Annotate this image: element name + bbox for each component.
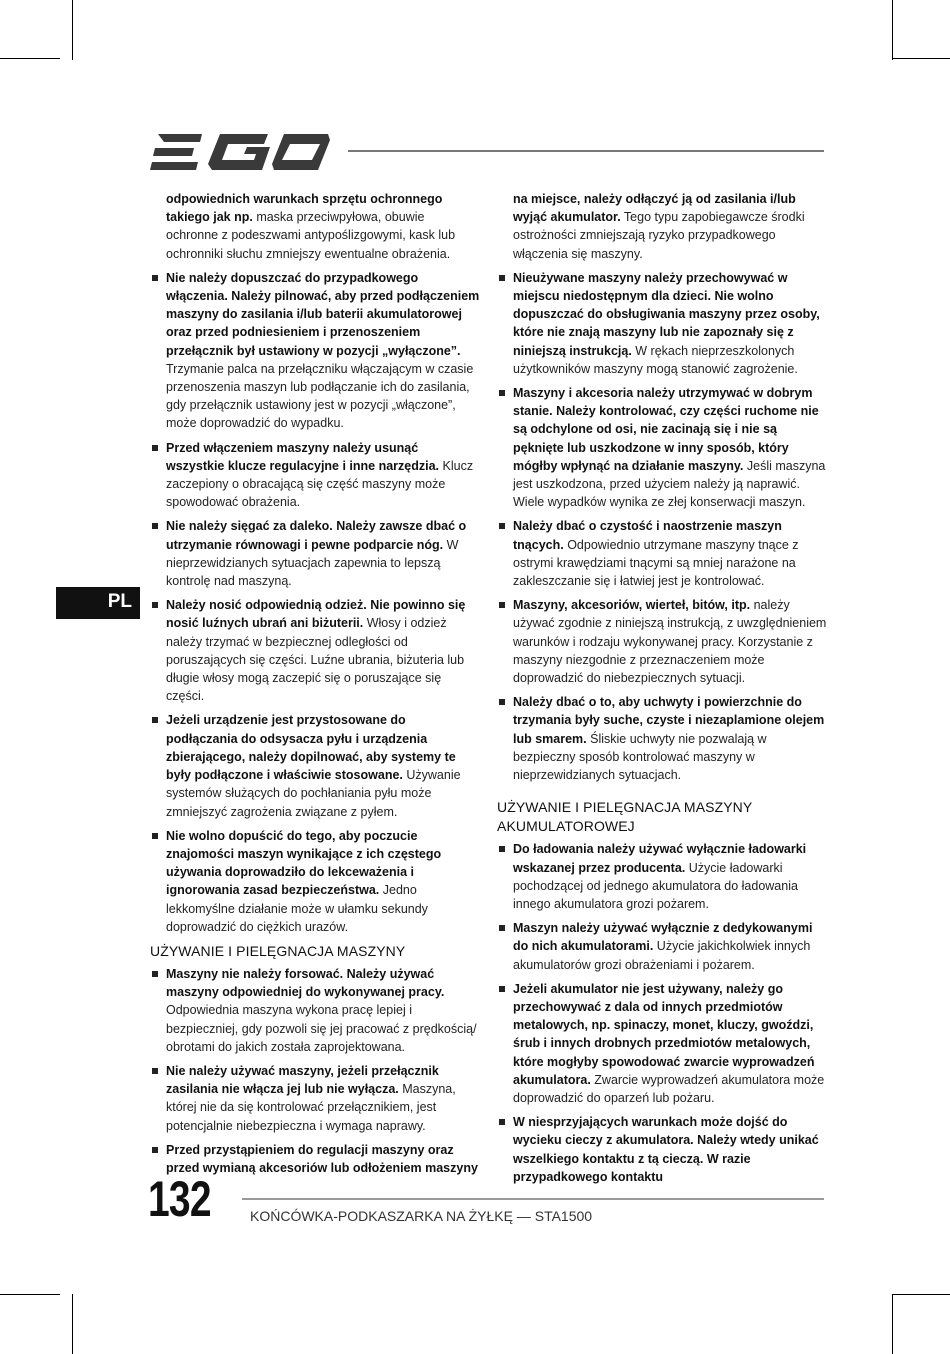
list-item: [150, 596, 480, 705]
language-tab: [56, 587, 140, 619]
left-column: [150, 190, 480, 1183]
bullet-icon: [499, 1119, 505, 1125]
bullet-icon: [499, 275, 505, 281]
body-text: W nieprzewidzianych sytuacjach zapewnia to lepszą kontrolę nad maszyną.: [166, 537, 459, 589]
list-item: [497, 840, 827, 913]
ego-logo: [150, 132, 330, 172]
list-item: [150, 439, 480, 512]
bold-text: Nieużywane maszyny należy przechowywać w miejscu niedostępnym dla dzieci. Nie wolno dopuszczać do obsługiwania maszyny przez osoby, które nie znają maszyny lub nie zapoznały się z niniejszą instrukcją.: [513, 270, 820, 358]
bullet-icon: [499, 846, 505, 852]
body-text: Jeśli maszyna jest uszkodzona, przed użyciem należy ją naprawić. Wiele wypadków wynika ze złej konserwacji maszyn.: [513, 458, 826, 510]
bold-text: Nie należy dopuszczać do przypadkowego włączenia. Należy pilnować, aby przed podłączeniem maszyny do zasilania i/lub baterii akumulatorowej oraz przed podniesieniem i przenoszeniem przełącznik był ustawiony w pozycji „wyłączone”.: [166, 270, 480, 358]
header-rule: [348, 150, 824, 152]
body-text: Klucz zaczepiony o obracającą się część maszyny może spowodować obrażenia.: [166, 458, 474, 510]
crop-mark: [0, 58, 60, 59]
page-number: 132: [148, 1171, 211, 1227]
body-text: Trzymanie palca na przełączniku włączającym w czasie przenoszenia maszyn lub podłączanie ich do zasilania, gdy przełącznik ustawiony jest w pozycji „włączone”, może doprowadzić do wypadku.: [166, 361, 474, 431]
right-column: [497, 190, 827, 1192]
bold-text: Maszyn należy używać wyłącznie z dedykowanymi do nich akumulatorami.: [513, 921, 813, 954]
footer-title: KOŃCÓWKA-PODKASZARKA NA ŻYŁKĘ — STA1500: [250, 1208, 593, 1224]
list-item: [150, 269, 480, 433]
body-text: Tego typu zapobiegawcze środki ostrożności zmniejszają ryzyko przypadkowego włączenia się maszyny.: [513, 210, 805, 261]
bullet-icon: [152, 971, 158, 977]
bullet-icon: [152, 275, 158, 281]
bold-text: Należy dbać o czystość i naostrzenie maszyn tnących.: [513, 519, 782, 552]
paragraph: [497, 190, 827, 263]
bold-text: Należy nosić odpowiednią odzież. Nie powinno się nosić luźnych ubrań ani biżuterii.: [166, 598, 466, 631]
bold-text: Należy dbać o to, aby uchwyty i powierzchnie do trzymania były suche, czyste i niezaplamione olejem lub smarem.: [513, 695, 825, 746]
body-text: Odpowiednia maszyna wykona pracę lepiej i bezpieczniej, gdy pozwoli się jej pracować z prędkością/ obrotami do jakich została zaprojektowana.: [166, 1003, 477, 1054]
bullet-icon: [152, 445, 158, 451]
bullet-icon: [499, 523, 505, 529]
bullet-icon: [152, 523, 158, 529]
list-item: [150, 711, 480, 820]
bold-text: Przed przystąpieniem do regulacji maszyny oraz przed wymianą akcesoriów lub odłożeniem maszyny: [166, 1142, 478, 1175]
body-text: W rękach nieprzeszkolonych użytkowników maszyny mogą stanowić zagrożenie.: [513, 343, 798, 376]
bold-text: Maszyny nie należy forsować. Należy używać maszyny odpowiedniej do wykonywanej pracy.: [166, 966, 445, 1000]
body-text: Odpowiednio utrzymane maszyny tnące z ostrymi krawędziami tnącymi są mniej narażone na zakleszczanie się i łatwiej jest je kontrolować.: [513, 537, 799, 589]
body-text: Jedno lekkomyślne działanie może w ułamku sekundy doprowadzić do ciężkich urazów.: [166, 883, 428, 934]
section-heading: UŻYWANIE I PIELĘGNACJA MASZYNY AKUMULATOROWEJ: [497, 799, 753, 835]
footer-rule: [242, 1198, 824, 1200]
section-heading: UŻYWANIE I PIELĘGNACJA MASZYNY: [150, 942, 406, 959]
body-text: maska przeciwpyłowa, obuwie ochronne z podeszwami antypoślizgowymi, kask lub ochronniki słuchu zmniejszy ewentualne obrażenia.: [166, 210, 456, 261]
list-item: [497, 1113, 827, 1186]
bullet-icon: [152, 717, 158, 723]
bold-text: Do ładowania należy używać wyłącznie ładowarki wskazanej przez producenta.: [513, 842, 807, 875]
language-tab-label: PL: [107, 591, 132, 612]
bold-text: odpowiednich warunkach sprzętu ochronnego takiego jak np.: [166, 192, 443, 225]
body-text: Użycie ładowarki pochodzącej od jednego akumulatora do ładowania innego akumulatora grozi pożarem.: [513, 860, 798, 911]
bold-text: W niesprzyjających warunkach może dojść do wycieku cieczy z akumulatora. Należy wtedy unikać wszelkiego kontaktu z tą cieczą. W razie przypadkowego kontaktu: [513, 1115, 819, 1184]
body-text: Śliskie uchwyty nie pozwalają w bezpieczny sposób kontrolować maszyny w nieprzewidzianych sytuacjach.: [513, 731, 767, 783]
bold-text: Jeżeli akumulator nie jest używany, należy go przechowywać z dala od innych przedmiotów metalowych, np. spinaczy, monet, kluczy, gwoździ, śrub i innych drobnych przedmiotów metalowych, które mogłyby spowodować zwarcie wyprowadzeń akumulatora.: [513, 981, 815, 1087]
list-item: [150, 1062, 480, 1135]
bold-text: Maszyny i akcesoria należy utrzymywać w dobrym stanie. Należy kontrolować, czy części ruchome nie są odchylone od osi, nie zacinają się i nie są pęknięte lub uszkodzone w inny sposób, który mógłby wpłynąć na działanie maszyny.: [513, 386, 819, 473]
list-item: [497, 517, 827, 590]
body-text: Włosy i odzież należy trzymać w bezpiecznej odległości od poruszających się części. Luźne ubrania, biżuteria lub długie włosy mogą zaczepić się o poruszające się części.: [166, 616, 465, 704]
bullet-icon: [499, 602, 505, 608]
crop-mark: [892, 1294, 950, 1295]
bold-text: Przed włączeniem maszyny należy usunąć wszystkie klucze regulacyjne i inne narzędzia.: [166, 440, 440, 473]
bullet-icon: [499, 699, 505, 705]
list-item: [497, 693, 827, 784]
crop-mark: [892, 0, 893, 60]
list-item: [497, 980, 827, 1107]
body-text: należy używać zgodnie z niniejszą instrukcją, z uwzględnieniem warunków i rodzaju wykonywanej pracy. Korzystanie z maszyny niezgodnie z przeznaczeniem może doprowadzić do niebezpiecznych sytuacji.: [513, 598, 827, 686]
list-item: [497, 384, 827, 511]
bold-text: na miejsce, należy odłączyć ją od zasilania i/lub wyjąć akumulator.: [513, 192, 796, 225]
paragraph: [150, 190, 480, 263]
list-item: [150, 965, 480, 1056]
list-item: [497, 919, 827, 974]
body-text: Zwarcie wyprowadzeń akumulatora może doprowadzić do oparzeń lub pożaru.: [513, 1072, 825, 1105]
bullet-icon: [152, 602, 158, 608]
bullet-icon: [152, 1068, 158, 1074]
list-item: [497, 269, 827, 378]
bold-text: Nie wolno dopuścić do tego, aby poczucie znajomości maszyn wynikające z ich częstego używania doprowadziło do lekceważenia i ignorowania zasad bezpieczeństwa.: [166, 828, 442, 898]
bold-text: Nie należy sięgać za daleko. Należy zawsze dbać o utrzymanie równowagi i pewne podparcie nóg.: [166, 519, 467, 552]
list-item: [150, 827, 480, 936]
bullet-icon: [499, 390, 505, 396]
crop-mark: [0, 1294, 60, 1295]
bullet-icon: [152, 1147, 158, 1153]
list-item: [497, 596, 827, 687]
crop-mark: [72, 0, 73, 60]
bold-text: Jeżeli urządzenie jest przystosowane do podłączania do odsysacza pyłu i urządzenia zbierającego, należy dopilnować, aby systemy te były podłączone i właściwie stosowane.: [166, 713, 456, 783]
crop-mark: [892, 58, 950, 59]
bold-text: Nie należy używać maszyny, jeżeli przełącznik zasilania nie włącza jej lub nie wyłącza.: [166, 1063, 439, 1097]
body-text: Użycie jakichkolwiek innych akumulatorów grozi obrażeniami i pożarem.: [513, 939, 811, 972]
list-item: [150, 517, 480, 590]
bullet-icon: [499, 986, 505, 992]
bullet-icon: [152, 833, 158, 839]
body-text: Maszyna, której nie da się kontrolować przełącznikiem, jest potencjalnie niebezpieczna i wymaga naprawy.: [166, 1082, 456, 1133]
crop-mark: [72, 1294, 73, 1354]
crop-mark: [892, 1294, 893, 1354]
body-text: Używanie systemów służących do pochłaniania pyłu może zmniejszyć zagrożenia związane z pyłem.: [166, 768, 461, 819]
bullet-icon: [499, 925, 505, 931]
bold-text: Maszyny, akcesoriów, wierteł, bitów, itp.: [513, 598, 751, 613]
